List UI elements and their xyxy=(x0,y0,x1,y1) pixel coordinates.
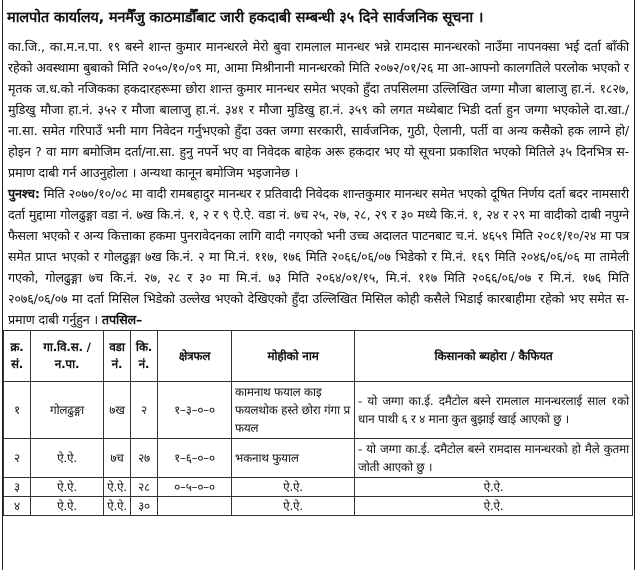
col-header-serial: क्र. सं. xyxy=(4,331,31,382)
cell-area: ०–५–०–० xyxy=(158,478,232,497)
table-row xyxy=(4,478,633,497)
cell-remarks: - यो जग्गा का.ई. दमैटोल बस्ने रामदास मानन्धरको हो मैले कुतमा जोती आएको छु । xyxy=(355,439,633,478)
notice-body: का.जि., का.म.न.पा. १९ बस्ने शान्त कुमार मानन्धरले मेरो बुवा रामलाल मानन्धर भन्ने रामदास मानन्धरको नाउँमा नापनक्सा भई दर्ता बाँकी रहेको अवस्थामा बुबाको मिति २०५०/१०/०९ मा, आमा मिश्रीनानी मानन्धरको मिति २०७२/०१/२६ मा आ-आफ्नो कालगतिले परलोक भएको र मृतक ज.ध.को नजिकका हकदारहरूमा छोरा शान्त कुमार मानन्धर समेत भएको हुँदा तपसिलमा उल्लिखित जग्गा मौजा बालाजु हा.नं. १८२७, मुडिखु मौजा हा.नं. ३५२ र मौजा बालाजु हा.नं. ३४१ र मौजा मुडिखु हा.नं. ३५९ को लगत मध्येबाट भिडी दर्ता हुन जग्गा भएकोले दा.खा./ना.सा. समेत गरिपाउँ भनी माग निवेदन गर्नुभएको हुँदा उक्त जग्गा सरकारी, सार्वजनिक, गुठी, ऐलानी, पर्ती वा अन्य कसैको हक लाग्ने हो/होइन ? वा माग बमोजिम दर्ता/ना.सा. हुनु नपर्ने भए वा निवेदक बाहेक अरू हकदार भए यो सूचना प्रकाशित भएको मितिले ३५ दिनभित्र स-प्रमाण दाबी गर्न आउनुहोला । अन्यथा कानून बमोजिम भइजानेछ । xyxy=(8,39,629,180)
annex-label: तपसिल– xyxy=(101,312,143,327)
cell-tenant: कामनाथ फयाल काइ फयलथोक हस्ते छोरा गंगा प्र फयल xyxy=(232,382,355,439)
cell-municipality: ऐ.ऐ. xyxy=(31,439,104,478)
cell-plot: २ xyxy=(131,382,158,439)
cell-ward: ७ख xyxy=(104,382,131,439)
postscript-label: पुनश्च: xyxy=(8,186,40,201)
cell-remarks: ऐ.ऐ. xyxy=(355,497,633,516)
col-header-plot: कि. नं. xyxy=(131,331,158,382)
table-row xyxy=(4,497,633,516)
cell-tenant: ऐ.ऐ. xyxy=(232,497,355,516)
cell-ward: ऐ.ऐ. xyxy=(104,497,131,516)
cell-municipality: गोलढुङ्गा xyxy=(31,382,104,439)
col-header-municipality: गा.वि.स. / न.पा. xyxy=(31,331,104,382)
cell-area: १–३–०–० xyxy=(158,382,232,439)
table-row xyxy=(4,439,633,478)
cell-municipality: ऐ.ऐ. xyxy=(31,478,104,497)
cell-area xyxy=(158,497,232,516)
cell-remarks: - यो जग्गा का.ई. दमैटोल बस्ने रामलाल मानन्धरलाई साल १को धान पाथी ६ र ४ माना कुत बुझाई खाई आएको छु । xyxy=(355,382,633,439)
cell-plot: २८ xyxy=(131,478,158,497)
cell-plot: २७ xyxy=(131,439,158,478)
postscript xyxy=(3,183,634,330)
table-header-row xyxy=(4,331,633,382)
col-header-ward: वडा नं. xyxy=(104,331,131,382)
cell-tenant: भकनाथ फुयाल xyxy=(232,439,355,478)
cell-serial: २ xyxy=(4,439,31,478)
cell-tenant: ऐ.ऐ. xyxy=(232,478,355,497)
col-header-area: क्षेत्रफल xyxy=(158,331,232,382)
annex-table xyxy=(3,330,633,516)
cell-plot: ३० xyxy=(131,497,158,516)
cell-serial: ३ xyxy=(4,478,31,497)
table-row xyxy=(4,382,633,439)
cell-area: १–६–०–० xyxy=(158,439,232,478)
col-header-remarks: किसानको ब्यहोरा / कैफियत xyxy=(355,331,633,382)
cell-ward: ऐ.ऐ. xyxy=(104,478,131,497)
postscript-text: मिति २०७०/१०/०८ मा वादी रामबहादुर मानन्धर र प्रतिवादी निवेदक शान्तकुमार मानन्धर समेत भएको दूषित निर्णय दर्ता बदर नामसारी दर्ता मुद्दामा गोलढुङ्गा वडा नं. ७ख कि.नं. १, २ र ९ ऐ.ऐ. वडा नं. ७च २५, २७, २८, २९ र ३० मध्ये कि.नं. १, २४ र २९ मा वादीको दाबी नपुग्ने फैसला भएको र अन्य कित्ताका हकमा पुनरावेदनका लागि वादी नगएको भनी उच्च अदालत पाटनबाट च.नं. ४६५९ मिति २०८१/१०/२४ मा पत्र समेत प्राप्त भएको र गोलढुङ्गा ७ख कि.नं. २ मा मि.नं. ११७, १७६ मिति २०६६/०६/०७ भिडेको र मि.नं. १६९ मिति २०४६/०६/०६ मा तामेली गएको, गोलढुङ्गा ७च कि.नं. २७, २८ र ३० मा मि.नं. ७३ मिति २०६४/०१/१५, मि.नं. ११७ मिति २०६६/०६/०७ र मि.नं. १७६ मिति २०७६/०६/०७ मा दर्ता मिसिल भिडेको उल्लेख भएको देखिएको हुँदा उल्लिखित मिसिल कोही कसैले भिडाई कारबाहीमा रहेको भए समेत स-प्रमाण दाबी गर्नुहुन । xyxy=(8,186,630,327)
col-header-tenant: मोहीको नाम xyxy=(232,331,355,382)
cell-ward: ७च xyxy=(104,439,131,478)
cell-serial: १ xyxy=(4,382,31,439)
cell-remarks: ऐ.ऐ. xyxy=(355,478,633,497)
cell-municipality: ऐ.ऐ. xyxy=(31,497,104,516)
notice-page xyxy=(2,0,635,570)
notice-title: मालपोत कार्यालय, मनमैँजु काठमाडौँबाट जारी हकदाबी सम्बन्धी ३५ दिने सार्वजनिक सूचना । xyxy=(7,9,484,26)
cell-serial: ४ xyxy=(4,497,31,516)
